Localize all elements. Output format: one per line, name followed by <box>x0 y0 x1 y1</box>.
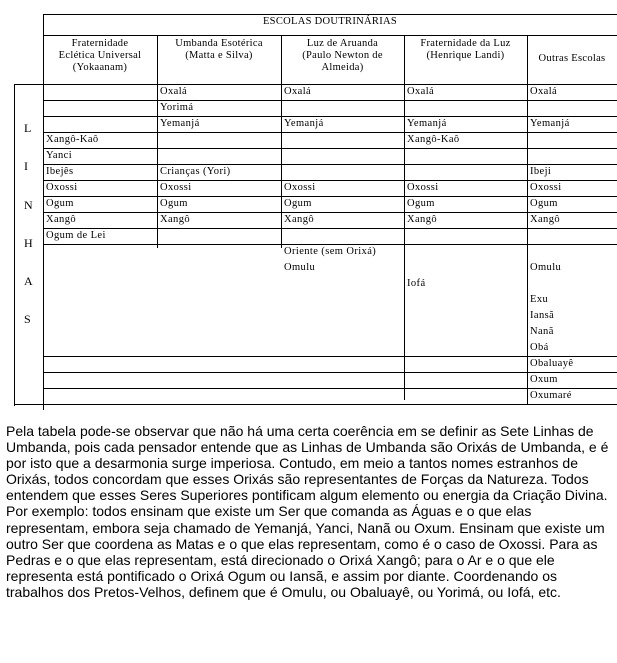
table-cell: Oxalá <box>284 86 312 97</box>
table-cell: Oxalá <box>160 86 188 97</box>
row-rule <box>43 228 617 229</box>
table-cell: Exu <box>530 294 549 305</box>
table-cell: Oxalá <box>530 86 558 97</box>
header-top-rule <box>43 14 617 15</box>
table-cell: Ibeji <box>530 166 552 177</box>
table-cell: Ogum <box>46 198 74 209</box>
table-cell: Oxossi <box>46 182 78 193</box>
table-cell: Oriente (sem Orixá) <box>284 246 377 257</box>
column-header: Outras Escolas <box>538 53 606 64</box>
table-cell: Ogum <box>160 198 188 209</box>
table-cell: Obaluayê <box>530 358 574 369</box>
table-cell: Iofá <box>407 278 426 289</box>
table-cell: Ogum <box>407 198 435 209</box>
table-cell: Ogum <box>530 198 558 209</box>
col-rule <box>404 35 405 400</box>
side-left-rule <box>14 84 15 406</box>
col-rule <box>527 35 528 404</box>
table-cell: Crianças (Yori) <box>160 166 231 177</box>
row-rule <box>43 164 617 165</box>
table-cell: Yemanjá <box>407 118 447 129</box>
table-cell: Yemanjá <box>530 118 570 129</box>
row-rule <box>43 372 617 373</box>
table-title: ESCOLAS DOUTRINÁRIAS <box>262 16 398 27</box>
row-rule <box>43 212 617 213</box>
column-header: Umbanda Esotérica (Matta e Silva) <box>175 38 263 61</box>
row-rule <box>43 116 617 117</box>
table-cell: Nanã <box>530 326 554 337</box>
table-cell: Xangô <box>530 214 560 225</box>
table-cell: Oxum <box>530 374 558 385</box>
side-letter: I <box>24 159 28 173</box>
row-rule <box>43 100 617 101</box>
table-cell: Ibejês <box>46 166 74 177</box>
column-header: Fraternidade da Luz (Henrique Landi) <box>420 38 511 61</box>
side-letter: H <box>24 236 33 250</box>
table-cell: Yemanjá <box>284 118 324 129</box>
row-rule <box>43 148 617 149</box>
table-cell: Oxossi <box>530 182 562 193</box>
column-header: Luz de Aruanda (Paulo Newton de Almeida) <box>302 38 383 73</box>
body-paragraph <box>6 423 611 600</box>
row-rule <box>43 356 617 357</box>
table-cell: Oxumaré <box>530 390 572 401</box>
header-title-rule <box>43 35 617 36</box>
table-cell: Ogum <box>284 198 312 209</box>
table-cell: Iansã <box>530 310 555 321</box>
table-bottom-rule <box>14 404 617 405</box>
row-rule <box>43 388 617 389</box>
table-cell: Obá <box>530 342 549 353</box>
table-cell: Yorimá <box>160 102 194 113</box>
row-rule <box>43 196 617 197</box>
column-header: Fraternidade Eclética Universal (Yokaanam) <box>58 38 142 73</box>
table-cell: Omulu <box>530 262 562 273</box>
table-cell: Xangô-Kaô <box>407 134 460 145</box>
side-letter: S <box>24 312 31 326</box>
body-top-rule <box>14 84 617 85</box>
table-cell: Oxossi <box>407 182 439 193</box>
table-cell: Xangô <box>46 214 76 225</box>
table-cell: Yemanjá <box>160 118 200 129</box>
paragraph-text: Pela tabela pode-se observar que não há uma certa coerência em se definir as Sete Linhas de Umbanda, pois cada pensador entende que as Linhas de Umbanda são Orixás de Umbanda, e é por isto que a desarmonia surge imperiosa. Contudo, em meio a tantos nomes estranhos de Orixás, todos concordam que esses Orixás são representantes de Forças da Natureza. Todos entendem que esses Seres Superiores pontificam algum elemento ou energia da Criação Divina. Por exemplo: todos ensinam que existe um Ser que comanda as Águas e o que elas representam, embora seja chamado de Yemanjá, Yanci, Nanã ou Oxum. Ensinam que existe um outro Ser que coordena as Matas e o que elas representam, como é o caso de Oxossi. Para as Pedras e o que elas representam, está direcionado o Orixá Xangô; para o Ar e o que ele representa está pontificado o Orixá Ogum ou Iansã, e assim por diante. Coordenando os trabalhos dos Pretos-Velhos, definem que é Omulu, ou Obaluayê, ou Yorimá, ou Iofá, etc. <box>6 423 609 600</box>
row-rule <box>43 132 617 133</box>
col-rule <box>157 84 158 248</box>
table-cell: Xangô <box>284 214 314 225</box>
row-rule <box>43 244 617 245</box>
row-rule <box>43 180 617 181</box>
side-letter: L <box>24 121 32 135</box>
side-letter: N <box>24 198 33 212</box>
table-cell: Xangô <box>160 214 190 225</box>
table-cell: Xangô <box>407 214 437 225</box>
table-cell: Ogum de Lei <box>46 230 106 241</box>
table-cell: Yanci <box>46 150 73 161</box>
table-cell: Xangô-Kaô <box>46 134 99 145</box>
table-cell: Oxossi <box>284 182 316 193</box>
side-letter: A <box>24 274 33 288</box>
table-cell: Oxossi <box>160 182 192 193</box>
col-rule <box>281 84 282 248</box>
table-cell: Omulu <box>284 262 316 273</box>
table-cell: Oxalá <box>407 86 435 97</box>
